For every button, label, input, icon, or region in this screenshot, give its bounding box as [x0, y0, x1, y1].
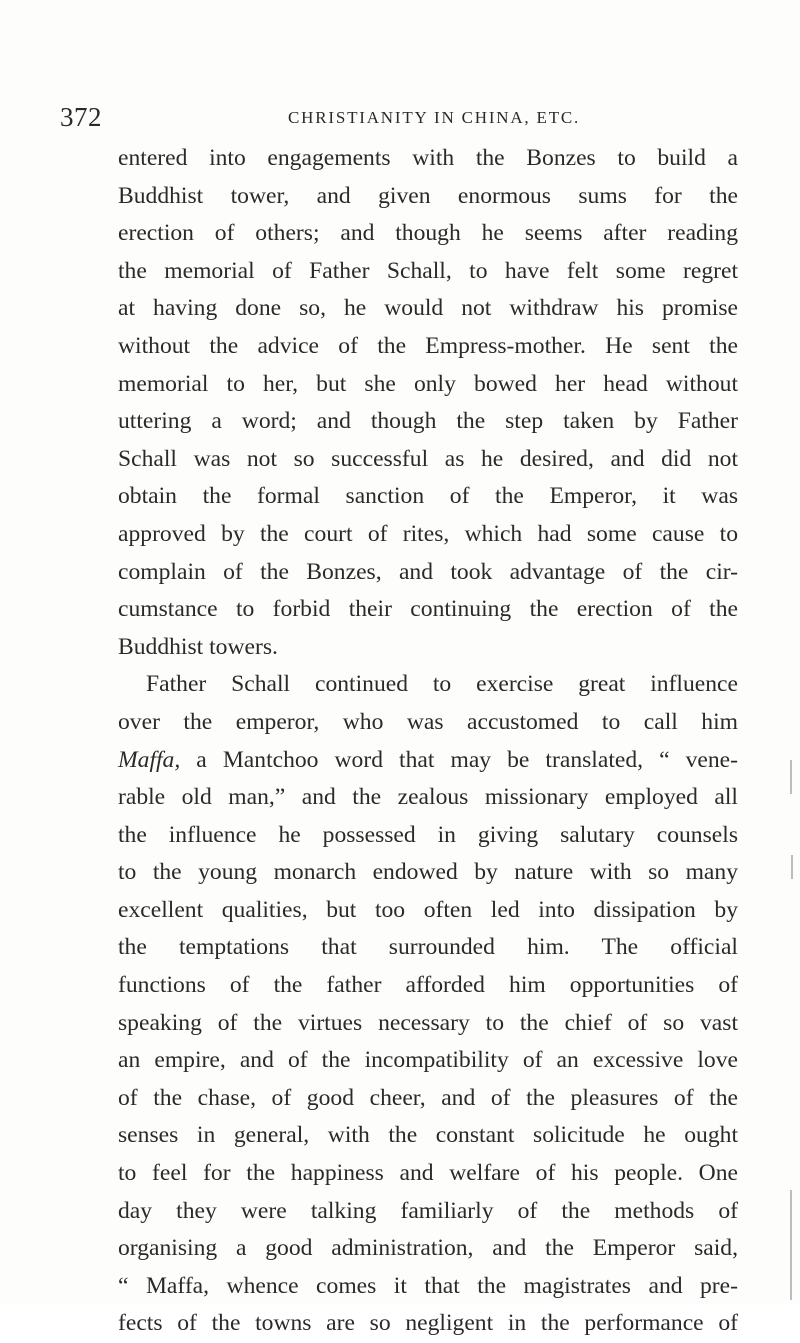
text-line: functions of the father afforded him opportunities of — [118, 972, 738, 999]
text-line: rable old man,” and the zealous missionary employed all — [118, 784, 738, 811]
italic-word: Maffa, — [118, 746, 181, 773]
text-line: excellent qualities, but too often led into dissipation by — [118, 896, 738, 923]
text-line: Schall was not so successful as he desired, and did not — [118, 445, 738, 472]
text-line: erection of others; and though he seems after reading — [118, 220, 738, 247]
text-line: fects of the towns are so negligent in the performance of — [118, 1310, 738, 1337]
text-line: of the chase, of good cheer, and of the pleasures of the — [118, 1084, 738, 1111]
text-line: Buddhist towers. — [118, 633, 278, 660]
text-line: the temptations that surrounded him. The official — [118, 934, 738, 961]
body-text — [118, 140, 738, 1343]
text-line: at having done so, he would not withdraw his promise — [118, 295, 738, 322]
text-line: speaking of the virtues necessary to the chief of so vast — [118, 1009, 738, 1036]
text-line: without the advice of the Empress-mother. He sent the — [118, 332, 738, 359]
text-line: over the emperor, who was accustomed to call him — [118, 708, 738, 735]
page-edge-mark — [790, 1190, 792, 1300]
text-line — [118, 742, 738, 780]
text-line: to feel for the happiness and welfare of his people. One — [118, 1160, 738, 1187]
text-line: entered into engagements with the Bonzes to build a — [118, 145, 738, 171]
page-edge-mark — [790, 760, 792, 794]
text-line: Buddhist tower, and given enormous sums for the — [118, 182, 738, 209]
text-line: complain of the Bonzes, and took advantage of the cir- — [118, 558, 738, 585]
running-head — [60, 102, 740, 132]
text-line: an empire, and of the incompatibility of an excessive love — [118, 1047, 738, 1074]
text-line: the influence he possessed in giving salutary counsels — [118, 821, 738, 848]
text-line: the memorial of Father Schall, to have felt some regret — [118, 257, 738, 284]
page-edge-mark — [791, 855, 793, 879]
text-line: senses in general, with the constant solicitude he ought — [118, 1122, 738, 1149]
page-number: 372 — [60, 102, 102, 132]
text-line: approved by the court of rites, which had some cause to — [118, 520, 738, 547]
text-line: to the young monarch endowed by nature with so many — [118, 859, 738, 886]
text-line: “ Maffa, whence comes it that the magistrates and pre- — [118, 1272, 738, 1299]
text-line: memorial to her, but she only bowed her head without — [118, 370, 738, 397]
text-line: organising a good administration, and the Emperor said, — [118, 1235, 738, 1262]
text-line: obtain the formal sanction of the Emperor, it was — [118, 483, 738, 510]
text-line: uttering a word; and though the step taken by Father — [118, 408, 738, 435]
text-line: Father Schall continued to exercise great influence — [146, 671, 738, 698]
text-line: day they were talking familiarly of the methods of — [118, 1197, 738, 1224]
text-line: cumstance to forbid their continuing the erection of the — [118, 596, 738, 623]
text-line-rest: a Mantchoo word that may be translated, “ vene- — [180, 746, 738, 773]
running-title: CHRISTIANITY IN CHINA, ETC. — [288, 108, 581, 127]
